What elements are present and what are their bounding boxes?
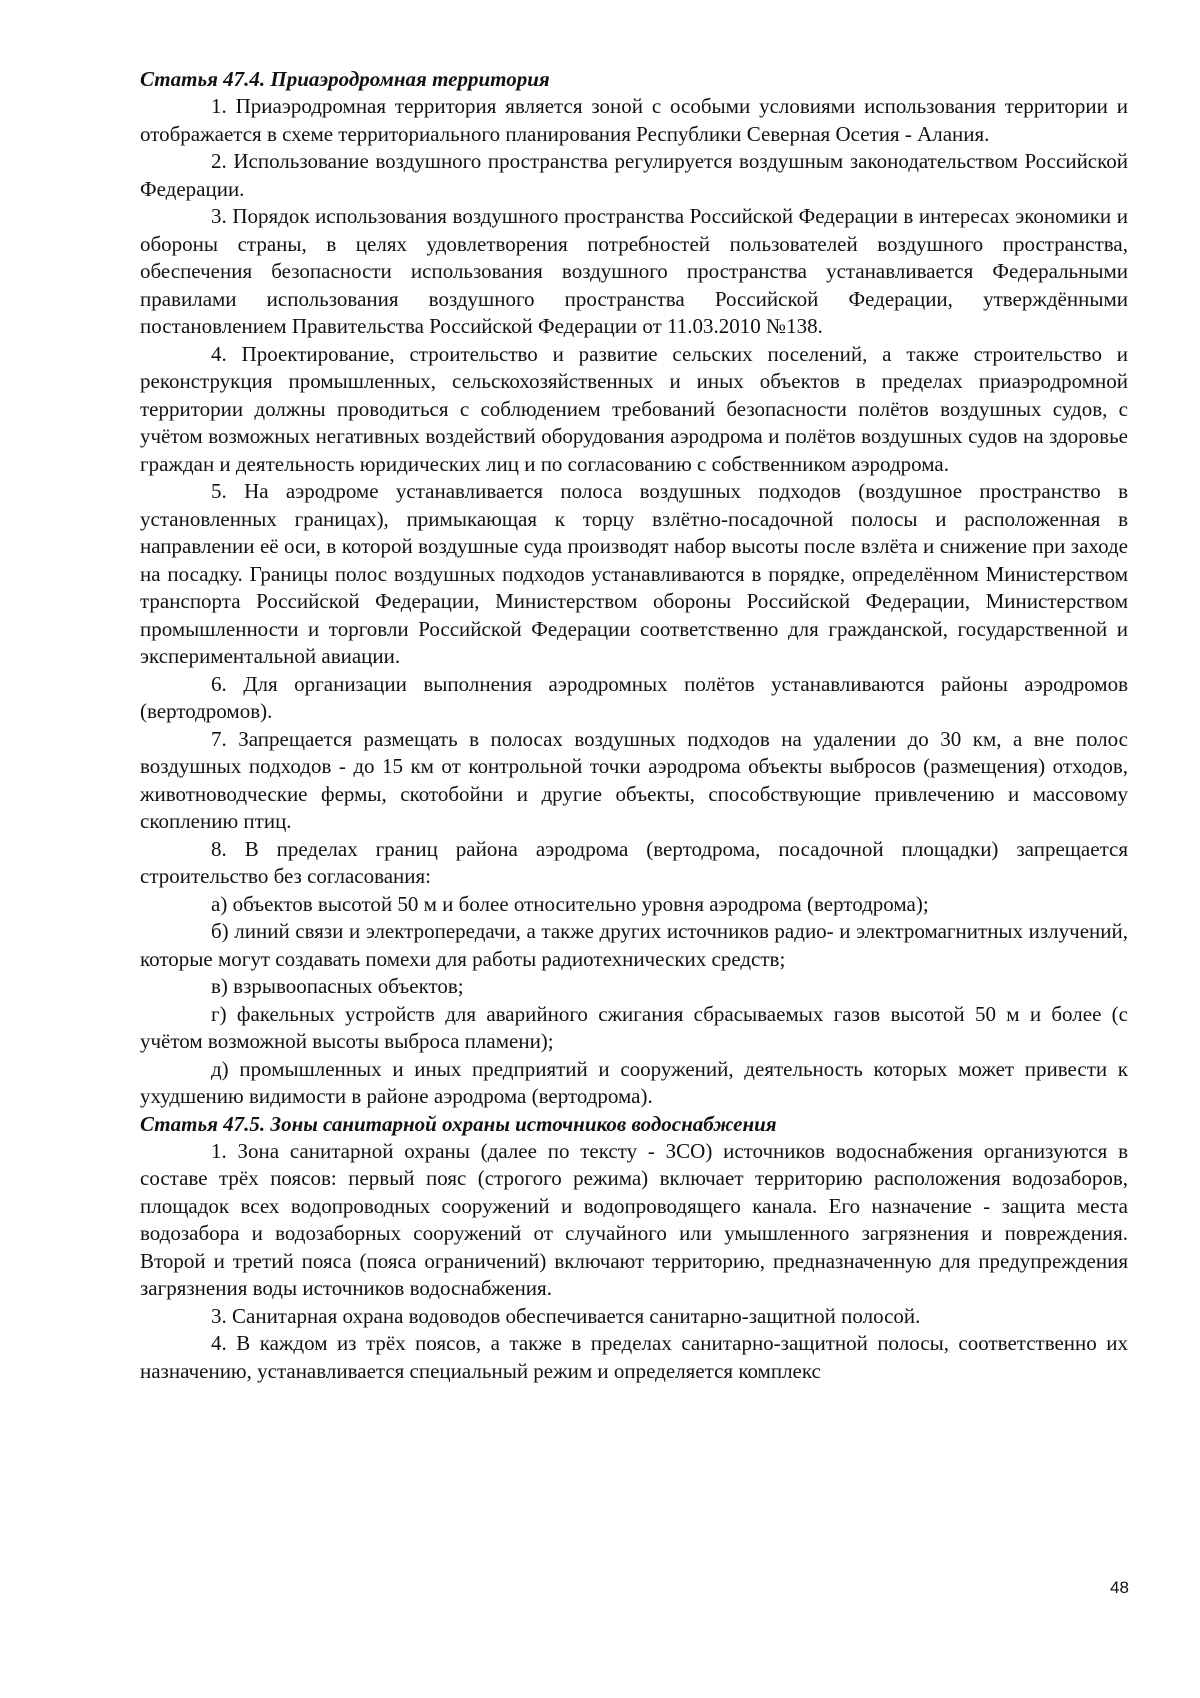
paragraph: 7. Запрещается размещать в полосах воздушных подходов на удалении до 30 км, а вне полос воздушных подходов - до 15 км от контрольной точки аэродрома объекты выбросов (размещения) отходов, животноводческие фермы, скотобойни и другие объекты, способствующие привлечению и массовому скоплению птиц. (140, 726, 1128, 833)
paragraph: 6. Для организации выполнения аэродромных полётов устанавливаются районы аэродромов (вертодромов). (140, 671, 1128, 723)
section-heading: Статья 47.5. Зоны санитарной охраны источников водоснабжения (140, 1111, 777, 1136)
paragraph: 3. Порядок использования воздушного пространства Российской Федерации в интересах экономики и обороны страны, в целях удовлетворения потребностей пользователей воздушного пространства, обеспечения безопасности использования воздушного пространства устанавливается Федеральными правилами использования воздушного пространства Российской Федерации, утверждёнными постановлением Правительства Российской Федерации от 11.03.2010 №138. (140, 204, 1128, 338)
paragraph: 1. Приаэродромная территория является зоной с особыми условиями использования территории и отображается в схеме территориального планирования Республики Северная Осетия - Алания. (140, 94, 1128, 146)
list-item: д) промышленных и иных предприятий и сооружений, деятельность которых может привести к ухудшению видимости в районе аэродрома (вертодрома). (140, 1056, 1128, 1108)
document-page (140, 66, 1128, 1385)
list-item: в) взрывоопасных объектов; (211, 974, 464, 998)
list-item: б) линий связи и электропередачи, а также других источников радио- и электромагнитных излучений, которые могут создавать помехи для работы радиотехнических средств; (140, 919, 1128, 971)
paragraph: 4. В каждом из трёх поясов, а также в пределах санитарно-защитной полосы, соответственно их назначению, устанавливается специальный режим и определяется комплекс (140, 1331, 1128, 1383)
paragraph: 2. Использование воздушного пространства регулируется воздушным законодательством Российской Федерации. (140, 149, 1128, 201)
paragraph: 4. Проектирование, строительство и развитие сельских поселений, а также строительство и реконструкция промышленных, сельскохозяйственных и иных объектов в пределах приаэродромной территории должны проводиться с соблюдением требований безопасности полётов воздушных судов, с учётом возможных негативных воздействий оборудования аэродрома и полётов воздушных судов на здоровье граждан и деятельность юридических лиц и по согласованию с собственником аэродрома. (140, 341, 1128, 476)
list-item: а) объектов высотой 50 м и более относительно уровня аэродрома (вертодрома); (211, 891, 929, 916)
list-item: г) факельных устройств для аварийного сжигания сбрасываемых газов высотой 50 м и более (с учётом возможной высоты выброса пламени); (140, 1001, 1128, 1053)
paragraph: 1. Зона санитарной охраны (далее по тексту - ЗСО) источников водоснабжения организуются в составе трёх поясов: первый пояс (строгого режима) включает территорию расположения водозаборов, площадок всех водопроводных сооружений и водопроводящего канала. Его назначение - защита места водозабора и водозаборных сооружений от случайного или умышленного загрязнения и повреждения. Второй и третий пояса (пояса ограничений) включают территорию, предназначенную для предупреждения загрязнения воды источников водоснабжения. (140, 1138, 1128, 1300)
page-number: 48 (1110, 1578, 1129, 1597)
paragraph: 3. Санитарная охрана водоводов обеспечивается санитарно-защитной полосой. (211, 1303, 921, 1328)
paragraph: 5. На аэродроме устанавливается полоса воздушных подходов (воздушное пространство в установленных границах), примыкающая к торцу взлётно-посадочной полосы и расположенная в направлении её оси, в которой воздушные суда производят набор высоты после взлёта и снижение при заходе на посадку. Границы полос воздушных подходов устанавливаются в порядке, определённом Министерством транспорта Российской Федерации, Министерством обороны Российской Федерации, Министерством промышленности и торговли Российской Федерации соответственно для гражданской, государственной и экспериментальной авиации. (140, 479, 1128, 668)
section-heading: Статья 47.4. Приаэродромная территория (140, 67, 550, 91)
paragraph: 8. В пределах границ района аэродрома (вертодрома, посадочной площадки) запрещается строительство без согласования: (140, 836, 1128, 888)
